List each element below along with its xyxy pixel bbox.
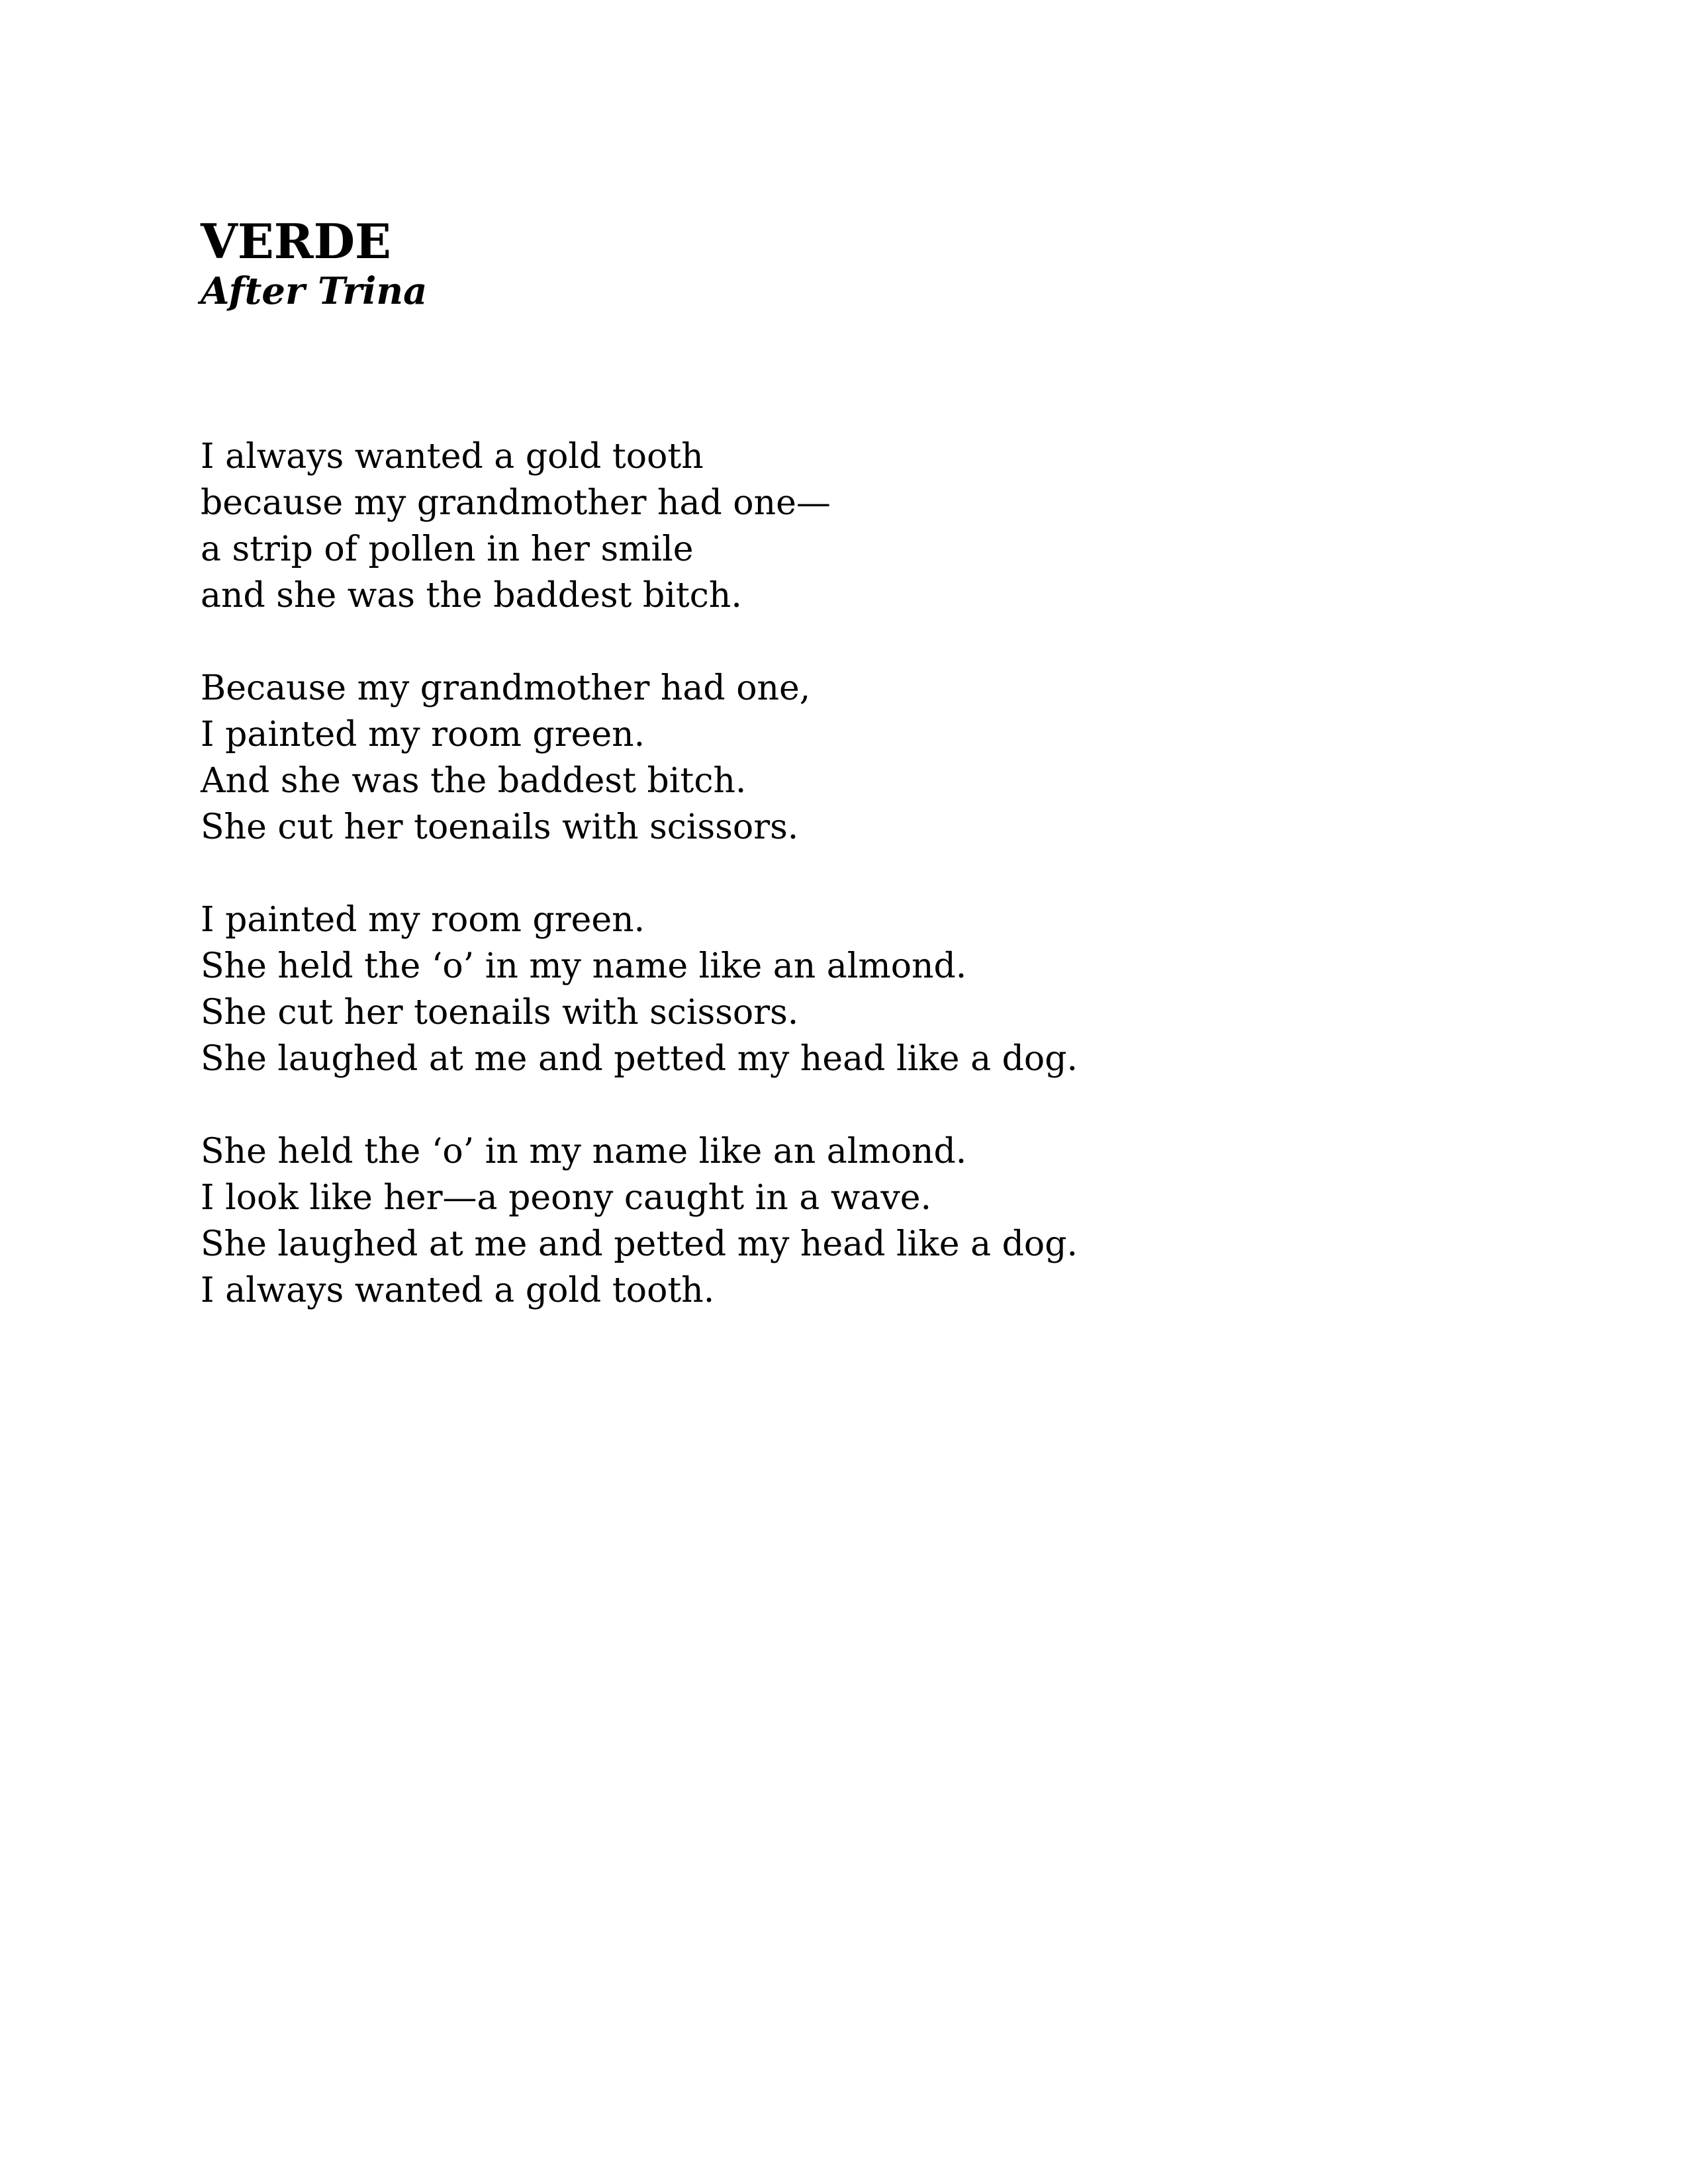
poem-line: a strip of pollen in her smile <box>201 529 694 569</box>
poem-line: And she was the baddest bitch. <box>201 761 747 801</box>
poem-line: I look like her—a peony caught in a wave. <box>201 1178 932 1218</box>
poem-line: I always wanted a gold tooth. <box>201 1271 715 1310</box>
poem-line: Because my grandmother had one, <box>201 668 811 708</box>
poem-line: She cut her toenails with scissors. <box>201 993 799 1032</box>
stanza-2 <box>201 665 1524 850</box>
poem-line: She cut her toenails with scissors. <box>201 807 799 847</box>
poem-line: I painted my room green. <box>201 715 645 754</box>
poem-line: because my grandmother had one— <box>201 483 831 523</box>
poem-line: She held the ‘o’ in my name like an almond. <box>201 946 967 986</box>
poem-line: She laughed at me and petted my head like a dog. <box>201 1224 1078 1264</box>
poem-header <box>201 215 427 314</box>
stanza-3 <box>201 897 1524 1082</box>
poem-subtitle: After Trina <box>201 269 428 313</box>
poem-line: She held the ‘o’ in my name like an almond. <box>201 1132 967 1171</box>
stanza-4 <box>201 1128 1524 1314</box>
stanza-1 <box>201 433 1524 619</box>
poem-line: and she was the baddest bitch. <box>201 576 742 615</box>
poem-title: VERDE <box>201 213 391 269</box>
poem-body <box>201 433 1524 1360</box>
poem-line: She laughed at me and petted my head like a dog. <box>201 1039 1078 1079</box>
poem-line: I always wanted a gold tooth <box>201 437 704 477</box>
poem-line: I painted my room green. <box>201 900 645 940</box>
